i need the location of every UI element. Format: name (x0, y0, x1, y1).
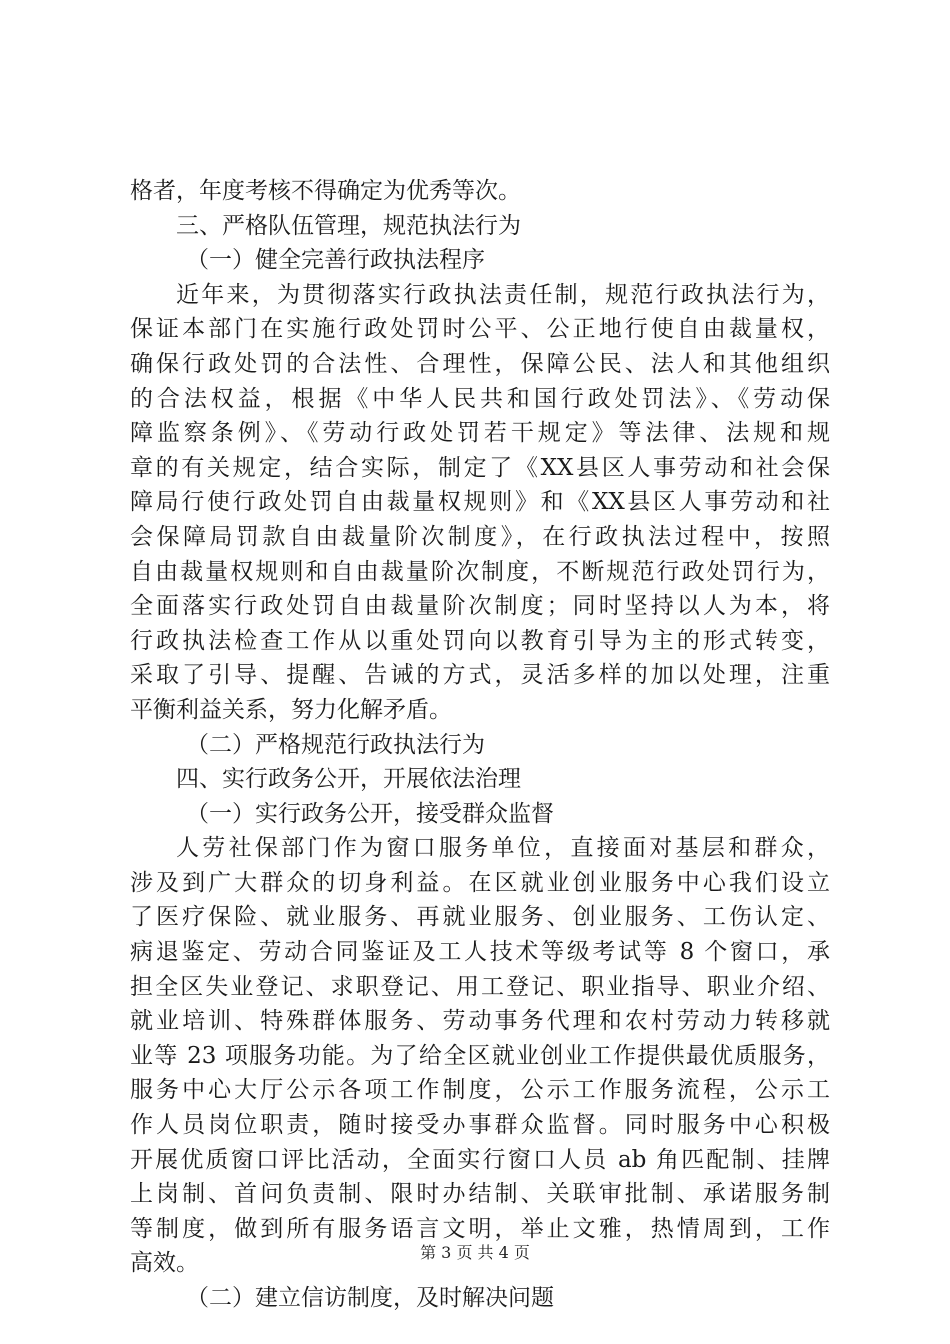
text-line: 四、实行政务公开，开展依法治理 (176, 766, 521, 793)
text-line: 病退鉴定、劳动合同鉴证及工人技术等级考试等 8 个窗口，承 (130, 939, 830, 966)
text-line: （二）严格规范行政执法行为 (186, 731, 485, 758)
text-line: 采取了引导、提醒、告诫的方式，灵活多样的加以处理，注重 (130, 662, 830, 689)
text-line: 近年来，为贯彻落实行政执法责任制，规范行政执法行为， (176, 281, 830, 308)
text-line: 行政执法检查工作从以重处罚向以教育引导为主的形式转变， (130, 627, 830, 654)
page-footer: 第 3 页 共 4 页 (420, 1243, 530, 1262)
text-line: 的合法权益，根据《中华人民共和国行政处罚法》、《劳动保 (130, 385, 830, 412)
text-line: 障局行使行政处罚自由裁量权规则》和《XX县区人事劳动和社 (130, 489, 830, 516)
text-line: 了医疗保险、就业服务、再就业服务、创业服务、工伤认定、 (130, 904, 830, 931)
text-line: 开展优质窗口评比活动，全面实行窗口人员 ab 角匹配制、挂牌 (130, 1146, 830, 1173)
text-line: 担全区失业登记、求职登记、用工登记、职业指导、职业介绍、 (130, 973, 830, 1000)
text-line: 确保行政处罚的合法性、合理性，保障公民、法人和其他组织 (130, 350, 830, 377)
text-line: 上岗制、首问负责制、限时办结制、关联审批制、承诺服务制 (130, 1181, 830, 1208)
text-line: 人劳社保部门作为窗口服务单位，直接面对基层和群众， (176, 835, 830, 862)
text-line: 保证本部门在实施行政处罚时公平、公正地行使自由裁量权， (130, 316, 830, 343)
text-line: 高效。 (130, 1250, 199, 1277)
text-line: 三、严格队伍管理，规范执法行为 (176, 212, 521, 239)
text-line: 就业培训、特殊群体服务、劳动事务代理和农村劳动力转移就 (130, 1008, 830, 1035)
text-line: （二）建立信访制度，及时解决问题 (186, 1285, 554, 1311)
text-line: （一）实行政务公开，接受群众监督 (186, 800, 554, 827)
text-line: 作人员岗位职责，随时接受办事群众监督。同时服务中心积极 (130, 1112, 830, 1139)
text-line: 等制度，做到所有服务语言文明，举止文雅，热情周到，工作 (130, 1215, 830, 1242)
text-line: 自由裁量权规则和自由裁量阶次制度，不断规范行政处罚行为， (130, 558, 830, 585)
text-line: 会保障局罚款自由裁量阶次制度》，在行政执法过程中，按照 (130, 523, 830, 550)
text-line: （一）健全完善行政执法程序 (186, 247, 485, 274)
text-line: 格者，年度考核不得确定为优秀等次。 (130, 178, 521, 204)
text-line: 涉及到广大群众的切身利益。在区就业创业服务中心我们设立 (130, 869, 830, 896)
text-line: 服务中心大厅公示各项工作制度，公示工作服务流程，公示工 (130, 1077, 830, 1104)
text-line: 平衡利益关系，努力化解矛盾。 (130, 696, 452, 723)
document-body (130, 174, 830, 1316)
text-line: 障监察条例》、《劳动行政处罚若干规定》等法律、法规和规 (130, 420, 830, 447)
text-line: 业等 23 项服务功能。为了给全区就业创业工作提供最优质服务， (130, 1042, 830, 1069)
text-line: 章的有关规定，结合实际，制定了《XX县区人事劳动和社会保 (130, 454, 830, 481)
text-line: 全面落实行政处罚自由裁量阶次制度；同时坚持以人为本，将 (130, 593, 830, 620)
